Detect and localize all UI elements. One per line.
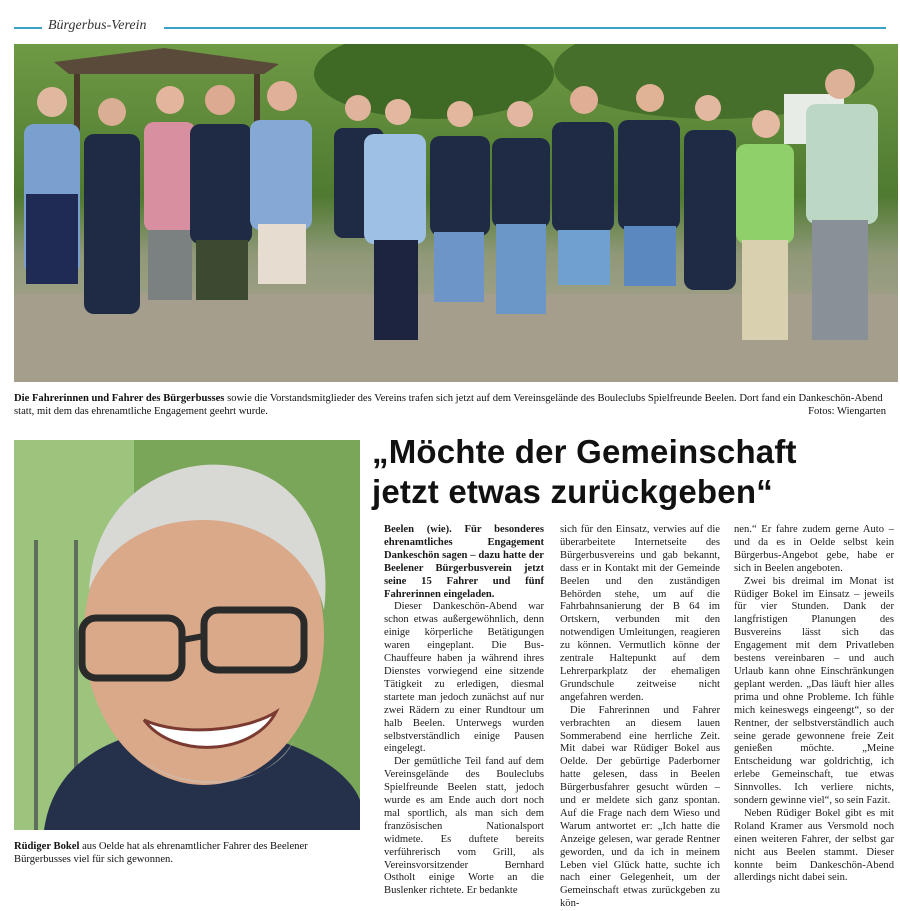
article-headline (372, 432, 892, 512)
article-column-2 (560, 524, 720, 911)
headline-line-1: „Möchte der Gemeinschaft (372, 433, 797, 470)
photo-credit: Fotos: Wiengarten (808, 406, 886, 417)
article-paragraph: Dieser Dankeschön-Abend war schon etwas außergewöhnlich, denn einige körperliche Betätigungen waren eingeplant. Die Bus-Chauffeure haben ja während ihres Dienstes vorwiegend eine sitzende Tätigkeit zu erledigen, diesmal startete man jedoch zunächst auf nur zwei Rädern zu einer Rundtour um halb Beelen. Unterwegs wurden selbstverständlich einige Pausen eingelegt. (384, 601, 544, 755)
portrait-caption (14, 840, 360, 866)
article-paragraph: Der gemütliche Teil fand auf dem Vereinsgelände des Bouleclubs Spielfreunde Beelen statt, jedoch wurde es am Ende auch dort noch mal sportlich, als man sich dem französischen Nationalsport widmete. Es duftete bereits verführerisch vom Grill, als Vereinsvorsitzender Bernhard Ostholt einige Worte an die Buslenker richtete. Er bedankte (384, 756, 544, 897)
group-photo-illustration (14, 44, 898, 382)
article-paragraph: sich für den Einsatz, verwies auf die überarbeitete Internetseite des Bürgerbusvereins und gab bekannt, dass er in Kontakt mit der Gemeinde Beelen und den zuständigen Behörden stehe, um auf die Fahrbahnsanierung der B 64 im Ortskern, verbunden mit den notwendigen Umleitungen, reagieren zu können. Vermutlich könne der zentrale Haltepunkt auf dem Lehrerparkplatz der ehemaligen Grundschule zeitweise nicht angefahren werden. (560, 524, 720, 703)
article-column-3 (734, 524, 894, 885)
portrait-photo (14, 440, 360, 830)
header-rule-left (14, 27, 42, 29)
portrait-illustration (14, 440, 360, 830)
article-column-1 (384, 524, 544, 898)
caption-lead: Die Fahrerinnen und Fahrer des Bürgerbusses (14, 393, 225, 404)
article-paragraph: Neben Rüdiger Bokel gibt es mit Roland Kramer aus Versmold noch einen weiteren Fahrer, der selbst gar nicht aus Beelen stammt. Dieser konnte beim Dankeschön-Abend allerdings nicht dabei sein. (734, 807, 894, 884)
article-paragraph: Die Fahrerinnen und Fahrer verbrachten an diesem lauen Sommerabend eine herrliche Zeit. Mit dabei war Rüdiger Bokel aus Oelde. Der gebürtige Paderborner hatte gelesen, dass in Beelen Bürgerbusfahrer gesucht würden – und er meldete sich ganz spontan. Auf die Frage nach dem Wieso und Warum antwortet er: „Ich hatte die Anzeige gelesen, war gerade Rentner geworden, und da ich in meinem Leben viel Glück hatte, suchte ich nach einer Gelegenheit, um der Gemeinschaft etwas zurückgeben zu kön- (560, 704, 720, 910)
article-lead-paragraph: Beelen (wie). Für besonderes ehrenamtliches Engagement Dankeschön sagen – dazu hatte der Beelener Bürgerbusverein jetzt seine 15 Fahrer und fünf Fahrerinnen eingeladen. (384, 524, 544, 600)
group-photo (14, 44, 898, 382)
section-kicker: Bürgerbus-Verein (48, 18, 147, 33)
headline-line-2: jetzt etwas zurückgeben“ (372, 473, 773, 510)
article-paragraph: nen.“ Er fahre zudem gerne Auto – und da es in Oelde selbst kein Bürgerbus-Angebot gebe, habe er sich in Beelen angeboten. (734, 524, 894, 574)
caption-text: sowie die Vorstandsmitglieder des Vereins trafen sich jetzt auf dem Vereinsgelände des Bouleclubs Spielfreunde Beelen. Dort fand ein Dankeschön-Abend statt, mit dem das ehrenamtliche Engagement geehrt wurde. (14, 393, 883, 417)
portrait-caption-lead: Rüdiger Bokel (14, 841, 80, 852)
article-paragraph: Zwei bis dreimal im Monat ist Rüdiger Bokel im Einsatz – jeweils für vier Stunden. Dank der langfristigen Planungen des Busvereins lässt sich das Engagement mit dem Privatleben bestens vereinbaren – und auch Urlaub kann ohne Einschränkungen geplant werden. „Das läuft hier alles prima und ohne Probleme. Ich fühle mich keineswegs eingeengt“, so der Rentner, der selbstverständlich auch seine gerade gewonnene freie Zeit genießen möchte. „Meine Entscheidung war goldrichtig, ich erlebe Gemeinschaft, tue etwas Sinnvolles. Ich verliere nichts, sondern gewinne viel“, so sein Fazit. (734, 575, 894, 807)
portrait-caption-text: aus Oelde hat als ehrenamtlicher Fahrer des Beelener Bürgerbusses viel für sich gewonnen. (14, 841, 308, 865)
section-header (14, 18, 886, 36)
header-rule-right (164, 27, 886, 29)
group-photo-caption (14, 392, 898, 418)
